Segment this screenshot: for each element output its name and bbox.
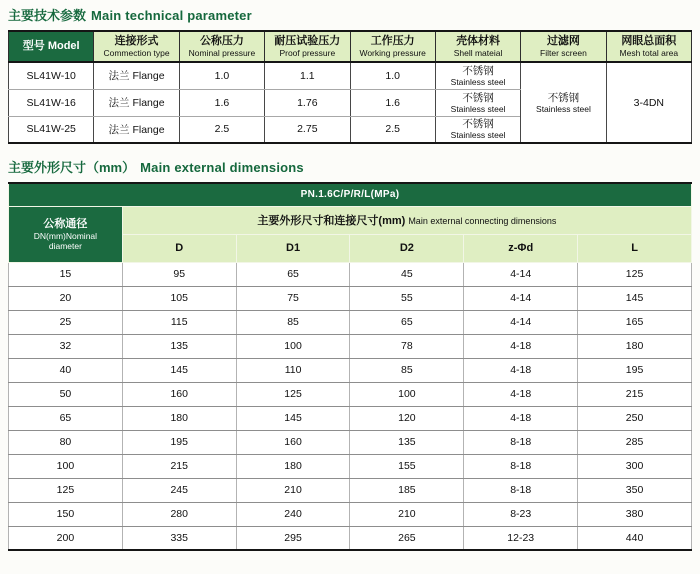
col-header-mesh-total-area bbox=[606, 31, 691, 62]
col-header-proof-pressure bbox=[265, 31, 350, 62]
dn-header-zh: 公称通径 bbox=[43, 217, 88, 230]
model-cell: SL41W-25 bbox=[9, 116, 94, 143]
dim-cell: 295 bbox=[236, 526, 350, 550]
dim-cell: 265 bbox=[350, 526, 464, 550]
dim-cell: 210 bbox=[236, 478, 350, 502]
dimensions-table-body bbox=[9, 262, 692, 550]
connecting-dimensions-header-zh: 主要外形尺寸和连接尺寸(mm) bbox=[257, 215, 406, 227]
dim-cell: 110 bbox=[236, 358, 350, 382]
proof-pressure-cell: 1.76 bbox=[265, 89, 350, 116]
dimension-row-dn-150 bbox=[9, 502, 692, 526]
dim-cell: 135 bbox=[122, 334, 236, 358]
dim-cell: 135 bbox=[350, 430, 464, 454]
mesh-total-area-cell: 3-4DN bbox=[606, 62, 691, 143]
technical-parameter-table-body bbox=[9, 62, 692, 143]
col-header-label-zh: 过滤网 bbox=[546, 35, 580, 47]
col-header-connection-type bbox=[94, 31, 179, 62]
dn-column-header bbox=[9, 206, 123, 262]
dn-cell: 65 bbox=[9, 406, 123, 430]
dimension-row-dn-25 bbox=[9, 310, 692, 334]
dim-col-header-d1: D1 bbox=[236, 234, 350, 262]
shell-material-en: Stainless steel bbox=[450, 130, 506, 141]
dim-cell: 115 bbox=[122, 310, 236, 334]
dim-cell: 440 bbox=[578, 526, 692, 550]
section1-title-en: Main technical parameter bbox=[91, 8, 252, 23]
section2-title-en: Main external dimensions bbox=[140, 160, 304, 175]
pressure-class-banner: PN.1.6C/P/R/L(MPa) bbox=[9, 183, 692, 206]
col-header-label-zh: 壳体材料 bbox=[456, 35, 501, 47]
dn-cell: 15 bbox=[9, 262, 123, 286]
nominal-pressure-cell: 1.6 bbox=[179, 89, 264, 116]
dim-cell: 100 bbox=[236, 334, 350, 358]
dn-cell: 200 bbox=[9, 526, 123, 550]
dn-cell: 40 bbox=[9, 358, 123, 382]
dim-cell: 85 bbox=[236, 310, 350, 334]
dim-col-header-l: L bbox=[578, 234, 692, 262]
shell-material-zh: 不锈钢 bbox=[462, 91, 494, 104]
dim-cell: 160 bbox=[236, 430, 350, 454]
shell-material-cell bbox=[435, 62, 520, 89]
working-pressure-cell: 1.0 bbox=[350, 62, 435, 89]
dim-cell: 45 bbox=[350, 262, 464, 286]
col-header-working-pressure bbox=[350, 31, 435, 62]
connecting-dimensions-header bbox=[122, 206, 691, 234]
dim-cell: 4-14 bbox=[464, 262, 578, 286]
dim-cell: 100 bbox=[350, 382, 464, 406]
col-header-filter-screen bbox=[521, 31, 606, 62]
dim-cell: 8-18 bbox=[464, 454, 578, 478]
dim-cell: 180 bbox=[122, 406, 236, 430]
dim-cell: 12-23 bbox=[464, 526, 578, 550]
dim-col-header-d2: D2 bbox=[350, 234, 464, 262]
dim-cell: 215 bbox=[122, 454, 236, 478]
col-header-label-zh: 耐压试验压力 bbox=[274, 35, 341, 47]
col-header-shell-material bbox=[435, 31, 520, 62]
connecting-dimensions-header-en: Main external connecting dimensions bbox=[408, 216, 557, 226]
section1-title-zh: 主要技术参数 bbox=[8, 8, 87, 23]
dim-cell: 4-18 bbox=[464, 358, 578, 382]
connection-type-cell: 法兰 Flange bbox=[94, 89, 179, 116]
dim-cell: 8-18 bbox=[464, 430, 578, 454]
dim-cell: 195 bbox=[122, 430, 236, 454]
dim-cell: 145 bbox=[236, 406, 350, 430]
dim-cell: 240 bbox=[236, 502, 350, 526]
dim-cell: 55 bbox=[350, 286, 464, 310]
dim-col-header-zd: z-Φd bbox=[464, 234, 578, 262]
dn-cell: 150 bbox=[9, 502, 123, 526]
shell-material-en: Stainless steel bbox=[450, 103, 506, 114]
pressure-class-banner-row bbox=[9, 183, 692, 206]
dim-cell: 145 bbox=[578, 286, 692, 310]
dim-cell: 4-18 bbox=[464, 406, 578, 430]
filter-screen-en: Stainless steel bbox=[536, 103, 591, 114]
dimension-row-dn-20 bbox=[9, 286, 692, 310]
col-header-label-zh: 公称压力 bbox=[199, 35, 244, 47]
dim-cell: 160 bbox=[122, 382, 236, 406]
dim-cell: 185 bbox=[350, 478, 464, 502]
technical-parameter-table bbox=[8, 30, 692, 144]
col-header-label-zh: 工作压力 bbox=[370, 35, 415, 47]
dim-cell: 65 bbox=[236, 262, 350, 286]
shell-material-zh: 不锈钢 bbox=[462, 118, 494, 131]
dn-cell: 20 bbox=[9, 286, 123, 310]
span-header-row bbox=[9, 206, 692, 234]
dim-cell: 145 bbox=[122, 358, 236, 382]
proof-pressure-cell: 2.75 bbox=[265, 116, 350, 143]
dim-cell: 280 bbox=[122, 502, 236, 526]
col-header-label-zh: 网眼总面积 bbox=[621, 35, 677, 47]
shell-material-en: Stainless steel bbox=[450, 76, 506, 87]
connection-type-cell: 法兰 Flange bbox=[94, 116, 179, 143]
dimensions-table bbox=[8, 182, 692, 551]
dn-header-en-line1: DN(mm)Nominal bbox=[33, 230, 98, 241]
dn-cell: 100 bbox=[9, 454, 123, 478]
col-header-nominal-pressure bbox=[179, 31, 264, 62]
dim-cell: 125 bbox=[578, 262, 692, 286]
model-cell: SL41W-16 bbox=[9, 89, 94, 116]
dimension-row-dn-80 bbox=[9, 430, 692, 454]
shell-material-cell bbox=[435, 89, 520, 116]
dim-cell: 8-18 bbox=[464, 478, 578, 502]
connection-type-cell: 法兰 Flange bbox=[94, 62, 179, 89]
working-pressure-cell: 1.6 bbox=[350, 89, 435, 116]
working-pressure-cell: 2.5 bbox=[350, 116, 435, 143]
col-header-model bbox=[9, 31, 94, 62]
nominal-pressure-cell: 2.5 bbox=[179, 116, 264, 143]
dimension-row-dn-15 bbox=[9, 262, 692, 286]
col-header-label-en: Proof pressure bbox=[279, 48, 336, 58]
dim-cell: 4-18 bbox=[464, 334, 578, 358]
col-header-label-en: Shell mateial bbox=[453, 48, 503, 58]
nominal-pressure-cell: 1.0 bbox=[179, 62, 264, 89]
dim-cell: 95 bbox=[122, 262, 236, 286]
dim-cell: 65 bbox=[350, 310, 464, 334]
dn-cell: 125 bbox=[9, 478, 123, 502]
section2-title bbox=[8, 159, 692, 176]
dim-col-header-d: D bbox=[122, 234, 236, 262]
dimension-row-dn-65 bbox=[9, 406, 692, 430]
dn-cell: 25 bbox=[9, 310, 123, 334]
col-header-label-en: Commection type bbox=[103, 48, 170, 58]
dim-cell: 4-18 bbox=[464, 382, 578, 406]
model-row-SL41W-10 bbox=[9, 62, 692, 89]
dimension-row-dn-100 bbox=[9, 454, 692, 478]
dim-cell: 78 bbox=[350, 334, 464, 358]
col-header-label-en: Working pressure bbox=[359, 48, 426, 58]
dim-cell: 350 bbox=[578, 478, 692, 502]
dim-cell: 85 bbox=[350, 358, 464, 382]
dn-cell: 80 bbox=[9, 430, 123, 454]
dimension-row-dn-125 bbox=[9, 478, 692, 502]
dim-cell: 75 bbox=[236, 286, 350, 310]
dim-cell: 300 bbox=[578, 454, 692, 478]
dimension-row-dn-200 bbox=[9, 526, 692, 550]
technical-parameter-table-head bbox=[9, 31, 692, 62]
dim-cell: 125 bbox=[236, 382, 350, 406]
dim-cell: 380 bbox=[578, 502, 692, 526]
col-header-label-en: Nominal pressure bbox=[188, 48, 256, 58]
dimension-row-dn-32 bbox=[9, 334, 692, 358]
shell-material-zh: 不锈钢 bbox=[462, 64, 494, 77]
dim-cell: 180 bbox=[236, 454, 350, 478]
dn-cell: 50 bbox=[9, 382, 123, 406]
dim-cell: 105 bbox=[122, 286, 236, 310]
proof-pressure-cell: 1.1 bbox=[265, 62, 350, 89]
dim-cell: 165 bbox=[578, 310, 692, 334]
dim-cell: 245 bbox=[122, 478, 236, 502]
dim-cell: 4-14 bbox=[464, 286, 578, 310]
dim-cell: 120 bbox=[350, 406, 464, 430]
dimension-row-dn-40 bbox=[9, 358, 692, 382]
dn-header-en-line2: diameter bbox=[48, 240, 82, 251]
dim-cell: 180 bbox=[578, 334, 692, 358]
model-cell: SL41W-10 bbox=[9, 62, 94, 89]
dim-cell: 4-14 bbox=[464, 310, 578, 334]
dim-cell: 285 bbox=[578, 430, 692, 454]
dim-cell: 155 bbox=[350, 454, 464, 478]
dim-cell: 210 bbox=[350, 502, 464, 526]
dim-cell: 195 bbox=[578, 358, 692, 382]
filter-screen-cell bbox=[521, 62, 606, 143]
col-header-label-en: Mesh total area bbox=[619, 48, 679, 58]
header-row bbox=[9, 31, 692, 62]
dn-cell: 32 bbox=[9, 334, 123, 358]
dim-cell: 215 bbox=[578, 382, 692, 406]
dimension-row-dn-50 bbox=[9, 382, 692, 406]
col-header-label-zh: 连接形式 bbox=[114, 35, 159, 47]
col-header-label-en: Filter screen bbox=[540, 48, 587, 58]
dim-cell: 8-23 bbox=[464, 502, 578, 526]
section1-title bbox=[8, 7, 692, 24]
dim-cell: 250 bbox=[578, 406, 692, 430]
shell-material-cell bbox=[435, 116, 520, 143]
col-header-label: 型号 Model bbox=[22, 40, 80, 52]
filter-screen-zh: 不锈钢 bbox=[547, 91, 580, 104]
dimensions-table-head bbox=[9, 183, 692, 262]
section2-title-zh: 主要外形尺寸（mm） bbox=[8, 160, 136, 175]
dim-cell: 335 bbox=[122, 526, 236, 550]
